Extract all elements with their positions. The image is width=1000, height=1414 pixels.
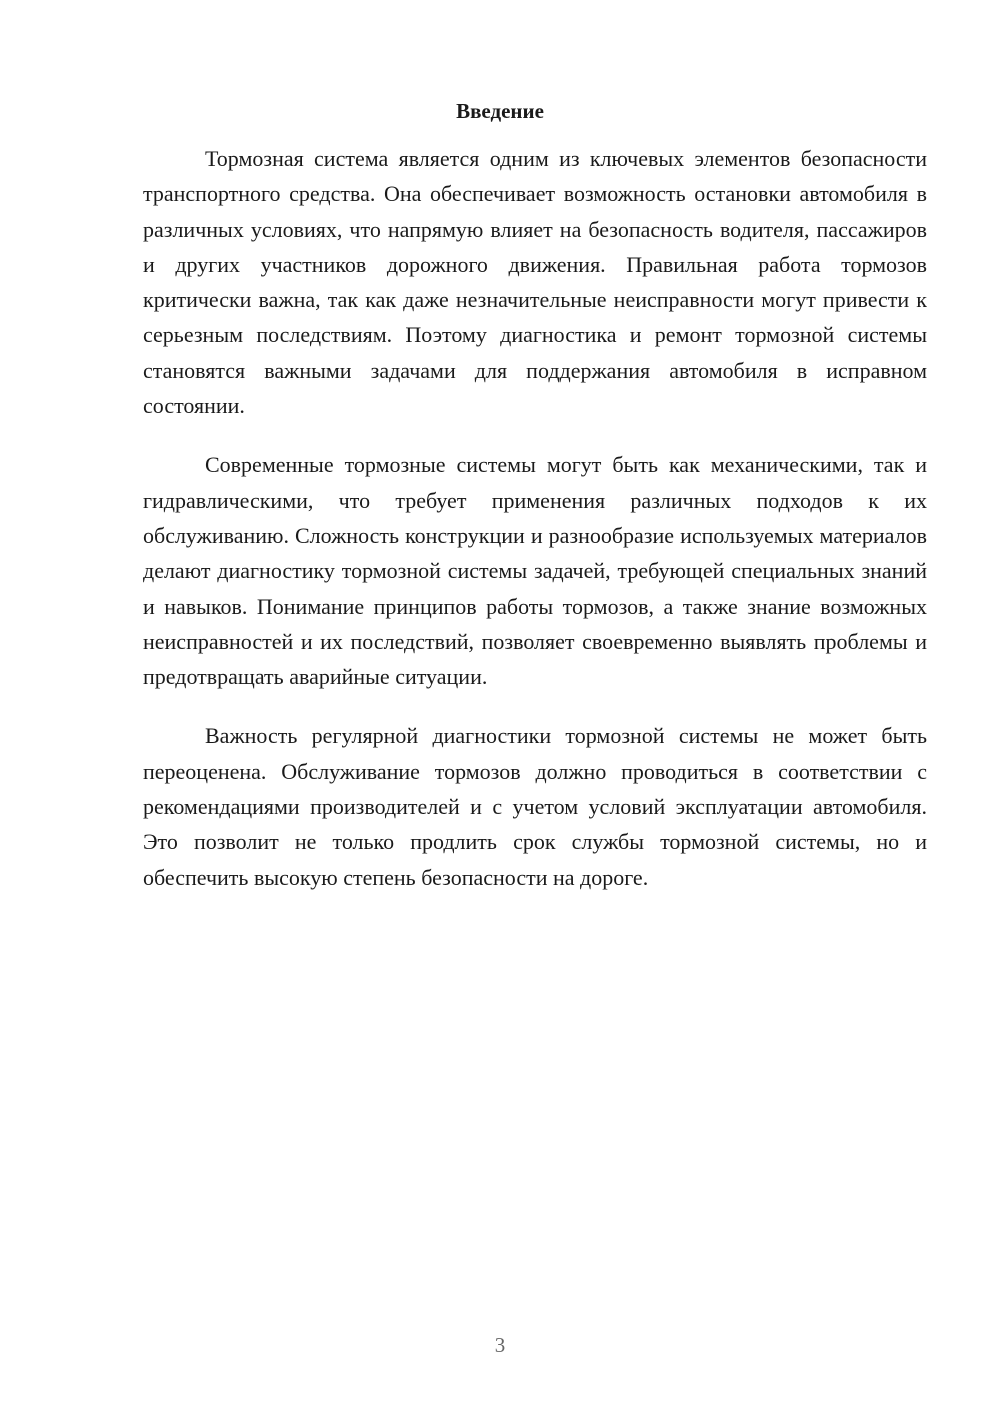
- body-text: [143, 141, 927, 919]
- page-number: 3: [494, 1333, 506, 1357]
- paragraph-3: Важность регулярной диагностики тормозной системы не может быть переоценена. Обслуживание тормозов должно проводиться в соответствии с рекомендациями производителей и с учетом условий эксплуатации автомобиля. Это позволит не только продлить срок службы тормозной системы, но и обеспечить высокую степень безопасности на дороге.: [143, 723, 927, 890]
- paragraph-1: Тормозная система является одним из ключевых элементов безопасности транспортного средства. Она обеспечивает возможность остановки автомобиля в различных условиях, что напрямую влияет на безопасность водителя, пассажиров и других участников дорожного движения. Правильная работа тормозов критически важна, так как даже незначительные неисправности могут привести к серьезным последствиям. Поэтому диагностика и ремонт тормозной системы становятся важными задачами для поддержания автомобиля в исправном состоянии.: [143, 146, 927, 419]
- section-heading: Введение: [456, 99, 544, 123]
- paragraph-2: Современные тормозные системы могут быть как механическими, так и гидравлическими, что требует применения различных подходов к их обслуживанию. Сложность конструкции и разнообразие используемых материалов делают диагностику тормозной системы задачей, требующей специальных знаний и навыков. Понимание принципов работы тормозов, а также знание возможных неисправностей и их последствий, позволяет своевременно выявлять проблемы и предотвращать аварийные ситуации.: [143, 452, 927, 690]
